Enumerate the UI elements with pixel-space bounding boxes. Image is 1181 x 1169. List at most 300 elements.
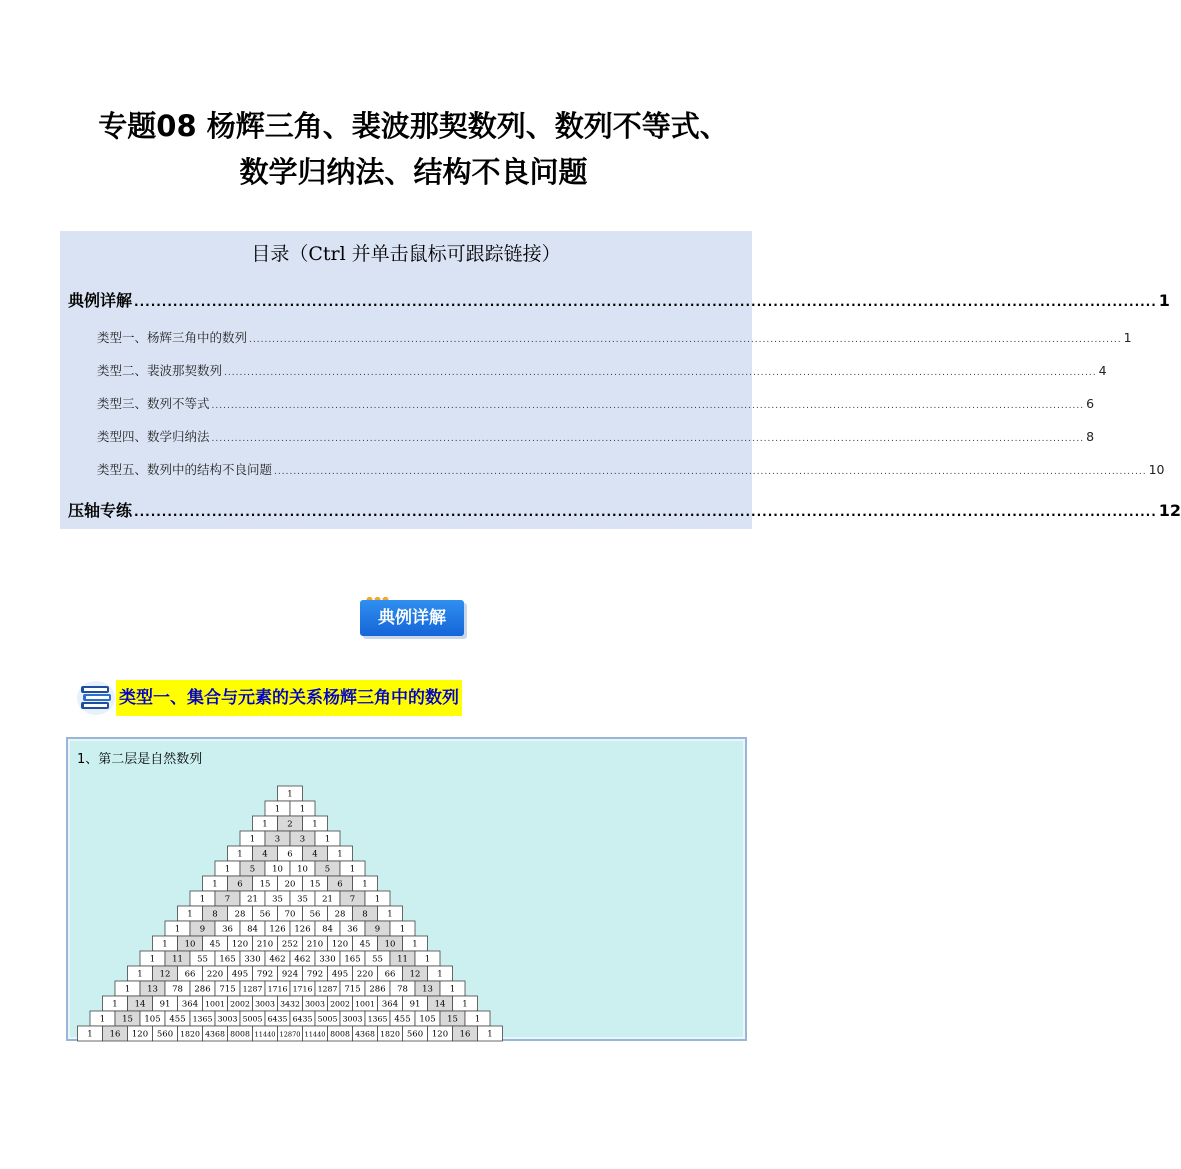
triangle-cell [215, 921, 240, 936]
triangle-value: 6435 [267, 1014, 288, 1024]
toc-leader: ........................................................................................................................................................................................ [134, 505, 1157, 519]
triangle-value: 286 [369, 984, 386, 995]
triangle-cell [340, 1011, 365, 1026]
triangle-cell [153, 936, 178, 951]
triangle-cell [115, 1011, 140, 1026]
triangle-value: 1 [212, 879, 218, 890]
triangle-cell [253, 876, 278, 891]
triangle-cell [228, 846, 253, 861]
triangle-value: 1 [112, 999, 118, 1010]
triangle-value: 105 [419, 1014, 436, 1025]
triangle-value: 6 [237, 879, 243, 890]
triangle-cell [240, 1011, 265, 1026]
toc-label: 类型二、裴波那契数列 [97, 363, 223, 378]
triangle-value: 3003 [217, 1014, 238, 1024]
badge-label: 典例详解 [360, 600, 464, 636]
triangle-cell [290, 831, 315, 846]
triangle-value: 12870 [279, 1030, 301, 1039]
triangle-cell [215, 981, 240, 996]
triangle-cell [303, 966, 328, 981]
toc-leader: .................................................................................................................................................................................................................................. [211, 434, 1085, 444]
triangle-cell [128, 996, 153, 1011]
triangle-value: 3003 [305, 999, 325, 1009]
toc-leader: .................................................................................................................................................................................................................................. [211, 401, 1085, 411]
triangle-cell [203, 876, 228, 891]
triangle-cell [215, 891, 240, 906]
triangle-cell [265, 861, 290, 876]
triangle-value: 1 [374, 894, 381, 905]
triangle-value: 1 [337, 849, 343, 860]
triangle-value: 165 [344, 954, 361, 965]
triangle-value: 5005 [317, 1014, 338, 1024]
triangle-value: 1365 [192, 1014, 213, 1024]
triangle-cell [340, 951, 365, 966]
triangle-cell [415, 951, 440, 966]
triangle-value: 1 [312, 819, 318, 830]
toc-leader: .................................................................................................................................................................................................................................. [224, 368, 1097, 378]
triangle-value: 462 [269, 954, 286, 965]
triangle-value: 120 [331, 939, 349, 950]
triangle-value: 1365 [367, 1014, 388, 1024]
triangle-cell [303, 876, 328, 891]
triangle-cell [440, 981, 465, 996]
triangle-cell [240, 981, 265, 996]
triangle-cell [190, 951, 215, 966]
triangle-cell [440, 1011, 465, 1026]
triangle-value: 126 [269, 924, 286, 935]
triangle-cell [403, 966, 428, 981]
triangle-value: 36 [347, 924, 358, 935]
triangle-cell [140, 1011, 165, 1026]
triangle-cell [165, 1011, 190, 1026]
book-stack-icon [76, 680, 116, 716]
triangle-cell [353, 996, 378, 1011]
triangle-value: 126 [294, 924, 311, 935]
triangle-cell [378, 906, 403, 921]
toc-link-type-2[interactable] [97, 361, 1107, 379]
example-caption: 1、第二层是自然数列 [77, 752, 203, 767]
pascal-triangle [68, 739, 745, 1039]
triangle-value: 792 [256, 969, 274, 980]
triangle-cell [378, 996, 403, 1011]
triangle-cell [103, 996, 128, 1011]
triangle-value: 1 [162, 939, 168, 950]
triangle-cell [240, 861, 265, 876]
triangle-value: 1 [274, 804, 281, 815]
triangle-value: 78 [172, 984, 183, 995]
triangle-cell [153, 1026, 178, 1041]
toc-page: 12 [1158, 501, 1181, 520]
triangle-value: 11440 [254, 1030, 276, 1039]
toc-label: 类型一、杨辉三角中的数列 [97, 330, 248, 345]
triangle-value: 1 [324, 834, 331, 845]
triangle-cell [365, 921, 390, 936]
triangle-value: 1 [424, 954, 431, 965]
triangle-value: 1820 [180, 1029, 200, 1039]
triangle-cell [315, 1011, 340, 1026]
triangle-value: 11440 [304, 1030, 326, 1039]
triangle-cell [228, 876, 253, 891]
triangle-cell [303, 846, 328, 861]
triangle-value: 715 [219, 984, 236, 995]
triangle-value: 8 [362, 909, 368, 920]
triangle-cell [90, 1011, 115, 1026]
triangle-value: 210 [256, 939, 274, 950]
triangle-value: 6435 [292, 1014, 313, 1024]
triangle-value: 1 [137, 969, 143, 980]
triangle-value: 6 [337, 879, 343, 890]
triangle-value: 3003 [342, 1014, 363, 1024]
triangle-value: 286 [194, 984, 211, 995]
triangle-cell [428, 966, 453, 981]
triangle-value: 4 [312, 849, 318, 860]
triangle-cell [290, 951, 315, 966]
triangle-cell [303, 936, 328, 951]
triangle-cell [165, 921, 190, 936]
toc-link-practice[interactable] [68, 498, 1181, 521]
triangle-value: 1 [462, 999, 468, 1010]
triangle-cell [203, 936, 228, 951]
triangle-cell [265, 1011, 290, 1026]
triangle-cell [365, 951, 390, 966]
triangle-value: 10 [384, 939, 396, 950]
triangle-cell [128, 966, 153, 981]
triangle-cell [353, 936, 378, 951]
triangle-cell [328, 996, 353, 1011]
triangle-cell [403, 1026, 428, 1041]
triangle-value: 1287 [317, 984, 338, 994]
triangle-cell [315, 861, 340, 876]
triangle-value: 1 [387, 909, 393, 920]
triangle-cell [340, 891, 365, 906]
triangle-value: 364 [381, 999, 399, 1010]
triangle-value: 792 [306, 969, 324, 980]
triangle-cell [278, 816, 303, 831]
triangle-value: 28 [334, 909, 346, 920]
toc-label: 类型三、数列不等式 [97, 396, 210, 411]
triangle-value: 1 [249, 834, 256, 845]
triangle-cell [228, 1026, 253, 1041]
triangle-cell [365, 1011, 390, 1026]
toc-link-type-3[interactable] [97, 394, 1095, 412]
triangle-cell [353, 966, 378, 981]
triangle-cell [378, 966, 403, 981]
triangle-value: 1 [399, 924, 406, 935]
triangle-value: 84 [322, 924, 333, 935]
triangle-cell [265, 981, 290, 996]
triangle-value: 66 [184, 969, 196, 980]
triangle-value: 1 [299, 804, 306, 815]
triangle-cell [315, 951, 340, 966]
triangle-value: 7 [349, 894, 356, 905]
toc-label: 典例详解 [68, 291, 133, 310]
triangle-cell [140, 951, 165, 966]
triangle-value: 210 [306, 939, 324, 950]
triangle-cell [165, 981, 190, 996]
triangle-cell [190, 1011, 215, 1026]
triangle-cell [428, 1026, 453, 1041]
triangle-cell [290, 1011, 315, 1026]
triangle-cell [340, 981, 365, 996]
triangle-value: 5 [324, 864, 331, 875]
triangle-value: 120 [131, 1029, 149, 1040]
triangle-value: 1 [437, 969, 443, 980]
triangle-value: 1 [412, 939, 418, 950]
toc-page: 8 [1086, 429, 1095, 444]
triangle-value: 1 [199, 894, 206, 905]
triangle-value: 9 [199, 924, 206, 935]
triangle-cell [465, 1011, 490, 1026]
triangle-value: 1287 [242, 984, 263, 994]
toc-link-type-4[interactable] [97, 427, 1095, 445]
toc-label: 类型五、数列中的结构不良问题 [97, 462, 273, 477]
triangle-value: 924 [281, 969, 299, 980]
triangle-value: 55 [197, 954, 208, 965]
triangle-cell [328, 876, 353, 891]
triangle-cell [265, 801, 290, 816]
triangle-value: 10 [184, 939, 196, 950]
triangle-cell [165, 951, 190, 966]
triangle-value: 1001 [355, 999, 375, 1009]
triangle-cell [215, 951, 240, 966]
triangle-value: 13 [147, 984, 158, 995]
triangle-cell [340, 861, 365, 876]
triangle-cell [428, 996, 453, 1011]
example-box [66, 737, 747, 1041]
toc-link-type-5[interactable] [97, 460, 1165, 478]
triangle-cell [153, 966, 178, 981]
triangle-cell [315, 831, 340, 846]
table-of-contents [60, 231, 1181, 529]
triangle-cell [178, 1026, 203, 1041]
toc-heading: 目录（Ctrl 并单击鼠标可跟踪链接） [251, 243, 561, 265]
triangle-cell [253, 906, 278, 921]
triangle-cell [253, 816, 278, 831]
triangle-value: 1 [487, 1029, 493, 1040]
triangle-cell [403, 936, 428, 951]
toc-page: 10 [1148, 462, 1165, 477]
triangle-cell [215, 1011, 240, 1026]
triangle-value: 1 [224, 864, 231, 875]
triangle-value: 20 [284, 879, 296, 890]
triangle-value: 12 [159, 969, 171, 980]
triangle-value: 10 [272, 864, 283, 875]
triangle-value: 1 [187, 909, 193, 920]
triangle-value: 56 [259, 909, 271, 920]
triangle-cell [228, 906, 253, 921]
triangle-value: 12 [409, 969, 421, 980]
triangle-value: 45 [359, 939, 371, 950]
triangle-value: 165 [219, 954, 236, 965]
triangle-value: 14 [434, 999, 446, 1010]
triangle-value: 1820 [380, 1029, 400, 1039]
triangle-cell [390, 981, 415, 996]
triangle-value: 1 [349, 864, 356, 875]
section-badge [358, 596, 470, 642]
triangle-value: 5005 [242, 1014, 263, 1024]
triangle-cell [115, 981, 140, 996]
triangle-value: 91 [159, 999, 171, 1010]
triangle-cell [240, 951, 265, 966]
triangle-cell [178, 936, 203, 951]
triangle-value: 455 [394, 1014, 411, 1025]
triangle-value: 1 [124, 984, 131, 995]
triangle-cell [253, 996, 278, 1011]
triangle-value: 55 [372, 954, 383, 965]
triangle-value: 35 [297, 894, 308, 905]
triangle-cell [290, 921, 315, 936]
triangle-cell [278, 966, 303, 981]
triangle-value: 7 [224, 894, 231, 905]
triangle-value: 21 [322, 894, 333, 905]
triangle-cell [240, 891, 265, 906]
triangle-cell [390, 951, 415, 966]
triangle-cell [390, 921, 415, 936]
triangle-value: 15 [447, 1014, 458, 1025]
triangle-cell [453, 1026, 478, 1041]
triangle-value: 3003 [255, 999, 275, 1009]
triangle-value: 9 [374, 924, 381, 935]
triangle-cell [353, 1026, 378, 1041]
triangle-value: 91 [409, 999, 421, 1010]
triangle-value: 1 [287, 789, 293, 800]
triangle-cell [328, 846, 353, 861]
triangle-value: 8 [212, 909, 218, 920]
triangle-cell [278, 936, 303, 951]
triangle-cell [403, 996, 428, 1011]
toc-page: 4 [1098, 363, 1107, 378]
triangle-value: 560 [156, 1029, 174, 1040]
triangle-value: 3 [274, 834, 281, 845]
triangle-cell [178, 996, 203, 1011]
triangle-cell [328, 936, 353, 951]
triangle-value: 11 [397, 954, 408, 965]
triangle-value: 120 [231, 939, 249, 950]
triangle-value: 220 [206, 969, 224, 980]
toc-leader: .................................................................................................................................................................................................................................. [274, 467, 1147, 477]
triangle-value: 13 [422, 984, 433, 995]
triangle-value: 1 [362, 879, 368, 890]
triangle-value: 21 [247, 894, 258, 905]
triangle-value: 1 [87, 1029, 93, 1040]
triangle-value: 70 [284, 909, 296, 920]
toc-page: 1 [1123, 330, 1132, 345]
triangle-cell [365, 891, 390, 906]
triangle-cell [215, 861, 240, 876]
triangle-cell [278, 906, 303, 921]
triangle-cell [290, 861, 315, 876]
triangle-cell [290, 801, 315, 816]
triangle-cell [453, 996, 478, 1011]
toc-link-examples[interactable] [68, 288, 1170, 311]
triangle-value: 35 [272, 894, 283, 905]
triangle-value: 120 [431, 1029, 449, 1040]
triangle-cell [415, 1011, 440, 1026]
triangle-cell [203, 966, 228, 981]
triangle-value: 252 [281, 939, 299, 950]
triangle-cell [353, 876, 378, 891]
triangle-cell [303, 996, 328, 1011]
triangle-cell [265, 921, 290, 936]
triangle-cell [228, 996, 253, 1011]
triangle-value: 220 [356, 969, 374, 980]
triangle-cell [290, 981, 315, 996]
triangle-value: 1716 [292, 984, 313, 994]
triangle-cell [178, 906, 203, 921]
triangle-value: 15 [122, 1014, 133, 1025]
triangle-value: 15 [309, 879, 321, 890]
toc-leader: .................................................................................................................................................................................................................................. [249, 335, 1122, 345]
triangle-cell [253, 936, 278, 951]
triangle-cell [265, 831, 290, 846]
triangle-value: 15 [259, 879, 271, 890]
triangle-cell [190, 921, 215, 936]
triangle-cell [378, 936, 403, 951]
triangle-value: 2 [287, 819, 293, 830]
triangle-value: 1 [262, 819, 268, 830]
triangle-value: 78 [397, 984, 408, 995]
triangle-cell [253, 846, 278, 861]
section-title: 类型一、集合与元素的关系杨辉三角中的数列 [116, 680, 462, 716]
triangle-value: 105 [144, 1014, 161, 1025]
triangle-cell [178, 966, 203, 981]
triangle-cell [228, 966, 253, 981]
triangle-cell [315, 981, 340, 996]
triangle-cell [478, 1026, 503, 1041]
triangle-value: 16 [109, 1029, 121, 1040]
triangle-cell [278, 786, 303, 801]
triangle-cell [203, 996, 228, 1011]
page-title [0, 103, 827, 195]
triangle-value: 8008 [230, 1029, 250, 1039]
triangle-cell [140, 981, 165, 996]
triangle-cell [328, 906, 353, 921]
triangle-value: 495 [231, 969, 249, 980]
triangle-cell [265, 891, 290, 906]
triangle-cell [390, 1011, 415, 1026]
triangle-cell [253, 966, 278, 981]
triangle-value: 10 [297, 864, 308, 875]
triangle-value: 1 [449, 984, 456, 995]
toc-page: 1 [1158, 291, 1170, 310]
triangle-cell [78, 1026, 103, 1041]
triangle-cell [303, 1026, 328, 1041]
triangle-cell [315, 891, 340, 906]
triangle-value: 1 [174, 924, 181, 935]
triangle-value: 1 [237, 849, 243, 860]
toc-link-type-1[interactable] [97, 328, 1132, 346]
triangle-cell [378, 1026, 403, 1041]
triangle-value: 66 [384, 969, 396, 980]
triangle-value: 4368 [205, 1029, 225, 1039]
triangle-value: 1716 [267, 984, 288, 994]
triangle-cell [303, 816, 328, 831]
triangle-value: 4368 [355, 1029, 375, 1039]
triangle-value: 6 [287, 849, 293, 860]
toc-page: 6 [1086, 396, 1095, 411]
triangle-cell [265, 951, 290, 966]
triangle-value: 16 [459, 1029, 471, 1040]
triangle-cell [203, 906, 228, 921]
triangle-cell [190, 981, 215, 996]
triangle-value: 3432 [280, 999, 300, 1009]
triangle-cell [253, 1026, 278, 1041]
triangle-cell [203, 1026, 228, 1041]
triangle-value: 45 [209, 939, 221, 950]
triangle-value: 56 [309, 909, 321, 920]
triangle-cell [415, 981, 440, 996]
triangle-cell [103, 1026, 128, 1041]
